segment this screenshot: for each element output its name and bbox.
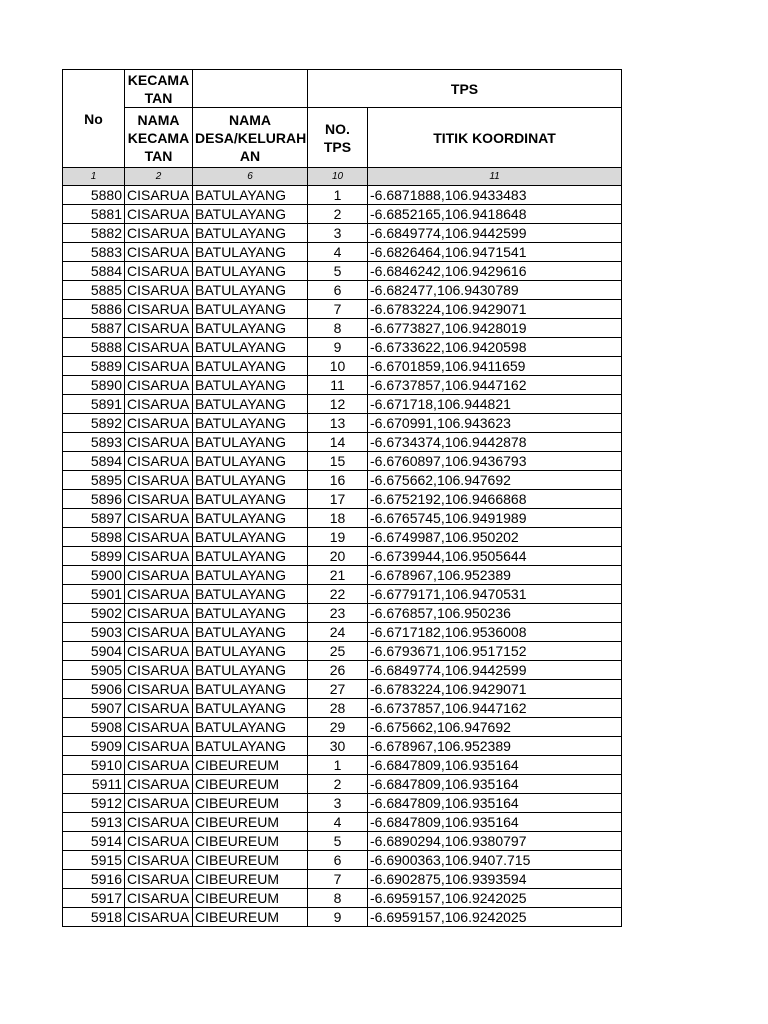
table-row (63, 281, 622, 300)
desa-cell: BATULAYANG (193, 338, 308, 357)
coordinate-cell: -6.6765745,106.9491989 (368, 509, 622, 528)
kecamatan-cell: CISARUA (125, 471, 193, 490)
desa-cell: BATULAYANG (193, 205, 308, 224)
table-row (63, 338, 622, 357)
desa-cell: BATULAYANG (193, 395, 308, 414)
coordinate-cell: -6.682477,106.9430789 (368, 281, 622, 300)
row-number-cell: 5895 (63, 471, 125, 490)
tps-number-cell: 4 (308, 243, 368, 262)
kecamatan-cell: CISARUA (125, 186, 193, 205)
coordinate-cell: -6.6752192,106.9466868 (368, 490, 622, 509)
row-number-cell: 5897 (63, 509, 125, 528)
coordinate-cell: -6.6847809,106.935164 (368, 775, 622, 794)
kecamatan-cell: CISARUA (125, 224, 193, 243)
coordinate-cell: -6.678967,106.952389 (368, 737, 622, 756)
desa-cell: CIBEUREUM (193, 851, 308, 870)
row-number-cell: 5918 (63, 908, 125, 927)
kecamatan-cell: CISARUA (125, 718, 193, 737)
coordinate-cell: -6.6826464,106.9471541 (368, 243, 622, 262)
tps-number-cell: 8 (308, 319, 368, 338)
desa-cell: BATULAYANG (193, 376, 308, 395)
tps-number-cell: 9 (308, 338, 368, 357)
row-number-cell: 5908 (63, 718, 125, 737)
table-row (63, 718, 622, 737)
row-number-cell: 5916 (63, 870, 125, 889)
tps-number-cell: 14 (308, 433, 368, 452)
table-row (63, 262, 622, 281)
desa-cell: BATULAYANG (193, 357, 308, 376)
row-number-cell: 5904 (63, 642, 125, 661)
table-row (63, 414, 622, 433)
row-number-cell: 5902 (63, 604, 125, 623)
coordinate-cell: -6.6733622,106.9420598 (368, 338, 622, 357)
desa-cell: CIBEUREUM (193, 756, 308, 775)
tps-number-cell: 25 (308, 642, 368, 661)
desa-cell: CIBEUREUM (193, 889, 308, 908)
kecamatan-cell: CISARUA (125, 585, 193, 604)
coordinate-cell: -6.6847809,106.935164 (368, 756, 622, 775)
table-row (63, 452, 622, 471)
desa-cell: BATULAYANG (193, 509, 308, 528)
desa-cell: BATULAYANG (193, 281, 308, 300)
coordinate-cell: -6.6739944,106.9505644 (368, 547, 622, 566)
kecamatan-cell: CISARUA (125, 737, 193, 756)
table-row (63, 851, 622, 870)
kecamatan-cell: CISARUA (125, 851, 193, 870)
table-row (63, 566, 622, 585)
row-number-cell: 5888 (63, 338, 125, 357)
tps-number-cell: 12 (308, 395, 368, 414)
table-row (63, 756, 622, 775)
table-row (63, 889, 622, 908)
tps-number-cell: 16 (308, 471, 368, 490)
tps-number-cell: 8 (308, 889, 368, 908)
kecamatan-cell: CISARUA (125, 832, 193, 851)
desa-cell: BATULAYANG (193, 243, 308, 262)
row-number-cell: 5915 (63, 851, 125, 870)
header-tps: TPS (308, 70, 622, 108)
table-row (63, 680, 622, 699)
kecamatan-cell: CISARUA (125, 509, 193, 528)
row-number-cell: 5882 (63, 224, 125, 243)
row-number-cell: 5891 (63, 395, 125, 414)
tps-number-cell: 2 (308, 205, 368, 224)
tps-number-cell: 1 (308, 756, 368, 775)
table-row (63, 547, 622, 566)
table-row (63, 509, 622, 528)
table-row (63, 433, 622, 452)
kecamatan-cell: CISARUA (125, 889, 193, 908)
row-number-cell: 5886 (63, 300, 125, 319)
table-row (63, 357, 622, 376)
tps-number-cell: 9 (308, 908, 368, 927)
kecamatan-cell: CISARUA (125, 623, 193, 642)
desa-cell: BATULAYANG (193, 528, 308, 547)
tps-number-cell: 10 (308, 357, 368, 376)
desa-cell: BATULAYANG (193, 585, 308, 604)
coordinate-cell: -6.6701859,106.9411659 (368, 357, 622, 376)
kecamatan-cell: CISARUA (125, 756, 193, 775)
tps-number-cell: 27 (308, 680, 368, 699)
kecamatan-cell: CISARUA (125, 680, 193, 699)
table-row (63, 699, 622, 718)
header-titik-koordinat: TITIK KOORDINAT (368, 108, 622, 168)
kecamatan-cell: CISARUA (125, 775, 193, 794)
row-number-cell: 5901 (63, 585, 125, 604)
tps-number-cell: 18 (308, 509, 368, 528)
row-number-cell: 5890 (63, 376, 125, 395)
coordinate-cell: -6.6737857,106.9447162 (368, 376, 622, 395)
table-row (63, 224, 622, 243)
row-number-cell: 5899 (63, 547, 125, 566)
desa-cell: BATULAYANG (193, 604, 308, 623)
tps-number-cell: 21 (308, 566, 368, 585)
coordinate-cell: -6.6849774,106.9442599 (368, 661, 622, 680)
tps-number-cell: 4 (308, 813, 368, 832)
tps-number-cell: 3 (308, 224, 368, 243)
kecamatan-cell: CISARUA (125, 433, 193, 452)
coordinate-cell: -6.6717182,106.9536008 (368, 623, 622, 642)
coordinate-cell: -6.678967,106.952389 (368, 566, 622, 585)
desa-cell: BATULAYANG (193, 547, 308, 566)
desa-cell: BATULAYANG (193, 452, 308, 471)
coordinate-cell: -6.6783224,106.9429071 (368, 680, 622, 699)
coordinate-cell: -6.6847809,106.935164 (368, 794, 622, 813)
row-number-cell: 5893 (63, 433, 125, 452)
desa-cell: BATULAYANG (193, 680, 308, 699)
tps-number-cell: 13 (308, 414, 368, 433)
coordinate-cell: -6.6890294,106.9380797 (368, 832, 622, 851)
coordinate-cell: -6.6959157,106.9242025 (368, 908, 622, 927)
desa-cell: BATULAYANG (193, 661, 308, 680)
tps-number-cell: 17 (308, 490, 368, 509)
tps-number-cell: 15 (308, 452, 368, 471)
column-number: 1 (63, 168, 125, 186)
row-number-cell: 5887 (63, 319, 125, 338)
kecamatan-cell: CISARUA (125, 338, 193, 357)
kecamatan-cell: CISARUA (125, 566, 193, 585)
kecamatan-cell: CISARUA (125, 642, 193, 661)
table-row (63, 585, 622, 604)
kecamatan-cell: CISARUA (125, 414, 193, 433)
coordinate-cell: -6.670991,106.943623 (368, 414, 622, 433)
kecamatan-cell: CISARUA (125, 699, 193, 718)
coordinate-cell: -6.6783224,106.9429071 (368, 300, 622, 319)
kecamatan-cell: CISARUA (125, 452, 193, 471)
column-number: 2 (125, 168, 193, 186)
header-row-1 (63, 70, 622, 108)
tps-number-cell: 23 (308, 604, 368, 623)
tps-number-cell: 24 (308, 623, 368, 642)
desa-cell: CIBEUREUM (193, 870, 308, 889)
kecamatan-cell: CISARUA (125, 794, 193, 813)
table-row (63, 737, 622, 756)
table-row (63, 528, 622, 547)
kecamatan-cell: CISARUA (125, 243, 193, 262)
kecamatan-cell: CISARUA (125, 262, 193, 281)
desa-cell: BATULAYANG (193, 186, 308, 205)
desa-cell: BATULAYANG (193, 490, 308, 509)
coordinate-cell: -6.6773827,106.9428019 (368, 319, 622, 338)
table-row (63, 490, 622, 509)
kecamatan-cell: CISARUA (125, 490, 193, 509)
desa-cell: BATULAYANG (193, 718, 308, 737)
column-number: 6 (193, 168, 308, 186)
desa-cell: BATULAYANG (193, 623, 308, 642)
coordinate-cell: -6.6852165,106.9418648 (368, 205, 622, 224)
table-row (63, 794, 622, 813)
row-number-cell: 5910 (63, 756, 125, 775)
tps-number-cell: 6 (308, 281, 368, 300)
coordinate-cell: -6.6734374,106.9442878 (368, 433, 622, 452)
row-number-cell: 5914 (63, 832, 125, 851)
row-number-cell: 5903 (63, 623, 125, 642)
table-row (63, 471, 622, 490)
table-row (63, 395, 622, 414)
desa-cell: BATULAYANG (193, 737, 308, 756)
desa-cell: BATULAYANG (193, 642, 308, 661)
desa-cell: BATULAYANG (193, 471, 308, 490)
tps-number-cell: 3 (308, 794, 368, 813)
coordinate-cell: -6.6871888,106.9433483 (368, 186, 622, 205)
row-number-cell: 5892 (63, 414, 125, 433)
desa-cell: BATULAYANG (193, 224, 308, 243)
header-no: No (63, 70, 125, 168)
tps-number-cell: 22 (308, 585, 368, 604)
desa-cell: BATULAYANG (193, 300, 308, 319)
tps-number-cell: 5 (308, 832, 368, 851)
desa-cell: CIBEUREUM (193, 775, 308, 794)
table-row (63, 376, 622, 395)
header-nama-kecamatan: NAMA KECAMA TAN (125, 108, 193, 168)
coordinate-cell: -6.6793671,106.9517152 (368, 642, 622, 661)
kecamatan-cell: CISARUA (125, 395, 193, 414)
kecamatan-cell: CISARUA (125, 547, 193, 566)
tps-number-cell: 6 (308, 851, 368, 870)
tps-number-cell: 26 (308, 661, 368, 680)
tps-number-cell: 28 (308, 699, 368, 718)
row-number-cell: 5884 (63, 262, 125, 281)
kecamatan-cell: CISARUA (125, 528, 193, 547)
row-number-cell: 5896 (63, 490, 125, 509)
coordinate-cell: -6.6779171,106.9470531 (368, 585, 622, 604)
tps-table (62, 69, 622, 927)
coordinate-cell: -6.6737857,106.9447162 (368, 699, 622, 718)
coordinate-cell: -6.6760897,106.9436793 (368, 452, 622, 471)
row-number-cell: 5917 (63, 889, 125, 908)
coordinate-cell: -6.676857,106.950236 (368, 604, 622, 623)
row-number-cell: 5883 (63, 243, 125, 262)
coordinate-cell: -6.6749987,106.950202 (368, 528, 622, 547)
tps-number-cell: 7 (308, 870, 368, 889)
table-row (63, 243, 622, 262)
column-number: 10 (308, 168, 368, 186)
row-number-cell: 5909 (63, 737, 125, 756)
table-row (63, 186, 622, 205)
table-row (63, 908, 622, 927)
coordinate-cell: -6.6902875,106.9393594 (368, 870, 622, 889)
desa-cell: CIBEUREUM (193, 813, 308, 832)
table-row (63, 623, 622, 642)
desa-cell: BATULAYANG (193, 262, 308, 281)
desa-cell: CIBEUREUM (193, 908, 308, 927)
table-row (63, 775, 622, 794)
table-row (63, 300, 622, 319)
desa-cell: BATULAYANG (193, 433, 308, 452)
table-row (63, 604, 622, 623)
row-number-cell: 5881 (63, 205, 125, 224)
kecamatan-cell: CISARUA (125, 357, 193, 376)
tps-number-cell: 29 (308, 718, 368, 737)
kecamatan-cell: CISARUA (125, 205, 193, 224)
kecamatan-cell: CISARUA (125, 813, 193, 832)
kecamatan-cell: CISARUA (125, 870, 193, 889)
kecamatan-cell: CISARUA (125, 604, 193, 623)
kecamatan-cell: CISARUA (125, 281, 193, 300)
tps-number-cell: 2 (308, 775, 368, 794)
desa-cell: BATULAYANG (193, 699, 308, 718)
row-number-cell: 5900 (63, 566, 125, 585)
desa-cell: BATULAYANG (193, 414, 308, 433)
desa-cell: BATULAYANG (193, 566, 308, 585)
tps-number-cell: 1 (308, 186, 368, 205)
tps-number-cell: 5 (308, 262, 368, 281)
tps-number-cell: 20 (308, 547, 368, 566)
row-number-cell: 5906 (63, 680, 125, 699)
row-number-cell: 5894 (63, 452, 125, 471)
coordinate-cell: -6.6846242,106.9429616 (368, 262, 622, 281)
header-kecamatan: KECAMA TAN (125, 70, 193, 108)
table-row (63, 642, 622, 661)
desa-cell: CIBEUREUM (193, 832, 308, 851)
desa-cell: BATULAYANG (193, 319, 308, 338)
row-number-cell: 5889 (63, 357, 125, 376)
row-number-cell: 5911 (63, 775, 125, 794)
coordinate-cell: -6.671718,106.944821 (368, 395, 622, 414)
table-row (63, 813, 622, 832)
row-number-cell: 5913 (63, 813, 125, 832)
kecamatan-cell: CISARUA (125, 661, 193, 680)
row-number-cell: 5885 (63, 281, 125, 300)
kecamatan-cell: CISARUA (125, 376, 193, 395)
table-body (63, 70, 622, 927)
table-row (63, 205, 622, 224)
coordinate-cell: -6.6849774,106.9442599 (368, 224, 622, 243)
coordinate-cell: -6.6959157,106.9242025 (368, 889, 622, 908)
column-number: 11 (368, 168, 622, 186)
column-number-row (63, 168, 622, 186)
coordinate-cell: -6.6847809,106.935164 (368, 813, 622, 832)
row-number-cell: 5905 (63, 661, 125, 680)
tps-number-cell: 19 (308, 528, 368, 547)
header-row-2 (63, 108, 622, 168)
row-number-cell: 5907 (63, 699, 125, 718)
table-row (63, 661, 622, 680)
header-blank (193, 70, 308, 108)
kecamatan-cell: CISARUA (125, 908, 193, 927)
coordinate-cell: -6.675662,106.947692 (368, 471, 622, 490)
table-row (63, 832, 622, 851)
coordinate-cell: -6.675662,106.947692 (368, 718, 622, 737)
header-no-tps: NO. TPS (308, 108, 368, 168)
row-number-cell: 5880 (63, 186, 125, 205)
tps-number-cell: 7 (308, 300, 368, 319)
tps-number-cell: 11 (308, 376, 368, 395)
kecamatan-cell: CISARUA (125, 319, 193, 338)
kecamatan-cell: CISARUA (125, 300, 193, 319)
table-row (63, 870, 622, 889)
row-number-cell: 5898 (63, 528, 125, 547)
table-row (63, 319, 622, 338)
desa-cell: CIBEUREUM (193, 794, 308, 813)
coordinate-cell: -6.6900363,106.9407.715 (368, 851, 622, 870)
row-number-cell: 5912 (63, 794, 125, 813)
tps-number-cell: 30 (308, 737, 368, 756)
header-nama-desa: NAMA DESA/KELURAH AN (193, 108, 308, 168)
